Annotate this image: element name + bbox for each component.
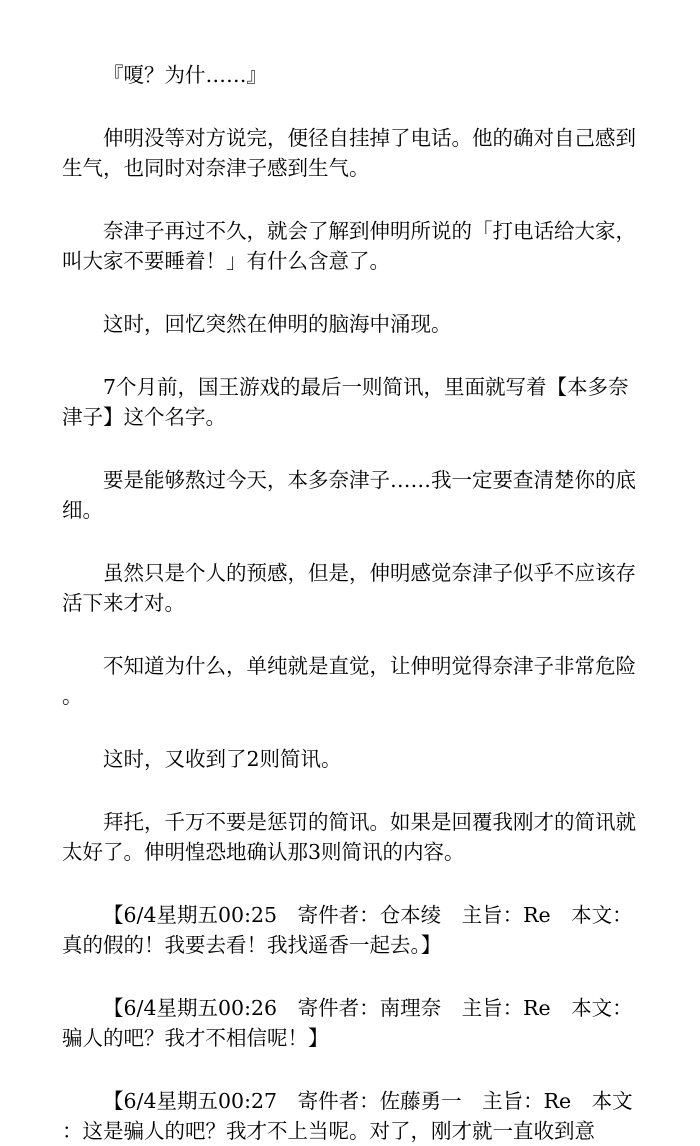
paragraph-3: 奈津子再过不久，就会了解到伸明所说的「打电话给大家，叫大家不要睡着！」有什么含意了。 [62, 219, 636, 273]
paragraph-4: 这时，回忆突然在伸明的脑海中涌现。 [103, 312, 452, 336]
document-page [62, 60, 638, 1146]
sms-message-3: 【6/4星期五00:27 寄件者：佐藤勇一 主旨：Re 本文：这是骗人的吧？我才不上当呢。对了，刚才就一直收到意 [62, 1089, 633, 1143]
paragraph-7: 虽然只是个人的预感，但是，伸明感觉奈津子似乎不应该存活下来才对。 [62, 561, 636, 615]
sms-message-2: 【6/4星期五00:26 寄件者：南理奈 主旨：Re 本文：骗人的吧？我才不相信呢！】 [62, 996, 633, 1050]
paragraph-5: 7个月前，国王游戏的最后一则简讯，里面就写着【本多奈津子】这个名字。 [62, 375, 629, 429]
paragraph-10: 拜托，千万不要是惩罚的简讯。如果是回覆我刚才的简讯就太好了。伸明惶恐地确认那3则简讯的内容。 [62, 810, 636, 864]
paragraph-9: 这时，又收到了2则简讯。 [103, 747, 342, 771]
paragraph-2: 伸明没等对方说完，便径自挂掉了电话。他的确对自己感到生气，也同时对奈津子感到生气。 [62, 126, 636, 180]
paragraph-6: 要是能够熬过今天，本多奈津子……我一定要查清楚你的底细。 [62, 468, 636, 522]
sms-message-1: 【6/4星期五00:25 寄件者：仓本绫 主旨：Re 本文：真的假的！我要去看！我找遥香一起去。】 [62, 903, 633, 957]
paragraph-8: 不知道为什么，单纯就是直觉，让伸明觉得奈津子非常危险。 [62, 654, 636, 708]
paragraph-1: 『嗄？为什……』 [103, 63, 267, 87]
